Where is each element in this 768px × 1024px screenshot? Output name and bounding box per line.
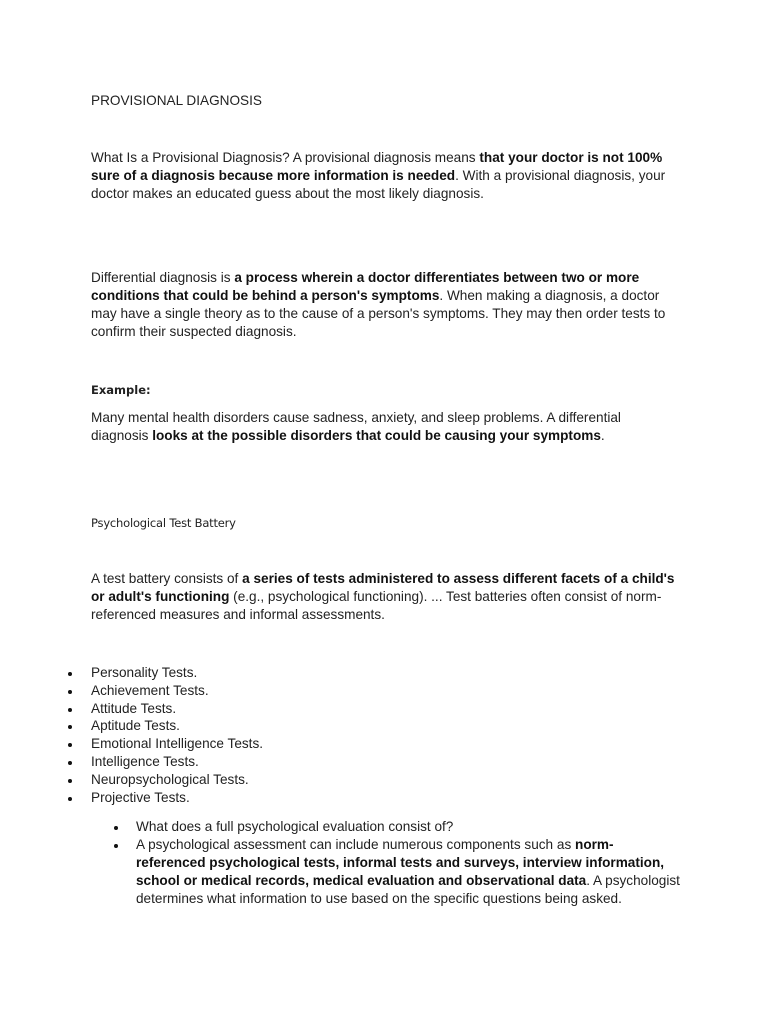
provisional-text-end: . With a provisional diagnosis, your doctor makes an educated guess about the most likely diagnosis.: [91, 168, 666, 201]
answer-text-bold: norm-referenced psychological tests, informal tests and surveys, interview information, school or medical records, medical evaluation and observational data: [136, 837, 665, 888]
list-item: Aptitude Tests.: [0, 717, 263, 735]
test-types-list: [0, 664, 263, 806]
battery-text-bold: a series of tests administered to assess different facets of a child's or adult's functioning: [91, 571, 675, 604]
answer-text-end: . A psychologist determines what information to use based on the specific questions being asked.: [136, 873, 680, 906]
provisional-diagnosis-paragraph: [91, 149, 681, 203]
list-item: Emotional Intelligence Tests.: [0, 735, 263, 753]
differential-text-start: Differential diagnosis is: [91, 270, 235, 285]
test-battery-paragraph: [91, 570, 681, 624]
example-text-bold: looks at the possible disorders that could be causing your symptoms: [152, 428, 601, 443]
answer-text-start: A psychological assessment can include numerous components such as: [136, 837, 576, 852]
evaluation-answer: [0, 836, 680, 908]
example-text-start: Many mental health disorders cause sadness, anxiety, and sleep problems. A differential diagnosis: [91, 410, 621, 443]
example-heading: Example:: [91, 383, 151, 397]
list-item: Projective Tests.: [0, 789, 263, 807]
evaluation-list: [0, 818, 680, 908]
example-paragraph: [91, 409, 651, 445]
document-title: PROVISIONAL DIAGNOSIS: [91, 93, 262, 108]
differential-text-bold: a process wherein a doctor differentiates between two or more conditions that could be behind a person's symptoms: [91, 270, 640, 303]
list-item: Intelligence Tests.: [0, 753, 263, 771]
example-text-end: .: [600, 428, 605, 443]
test-battery-heading: Psychological Test Battery: [91, 516, 236, 530]
list-item: Attitude Tests.: [0, 700, 263, 718]
evaluation-question: What does a full psychological evaluation consist of?: [0, 818, 680, 836]
provisional-text-bold: that your doctor is not 100% sure of a diagnosis because more information is needed: [91, 150, 663, 183]
list-item: Personality Tests.: [0, 664, 263, 682]
list-item: Achievement Tests.: [0, 682, 263, 700]
battery-text-end: (e.g., psychological functioning). ... Test batteries often consist of norm-referenced measures and informal assessments.: [91, 589, 662, 622]
differential-text-end: . When making a diagnosis, a doctor may have a single theory as to the cause of a person's symptoms. They may then order tests to confirm their suspected diagnosis.: [91, 288, 666, 339]
battery-text-start: A test battery consists of: [91, 571, 243, 586]
provisional-text-start: What Is a Provisional Diagnosis? A provisional diagnosis means: [91, 150, 480, 165]
differential-diagnosis-paragraph: [91, 269, 681, 341]
list-item: Neuropsychological Tests.: [0, 771, 263, 789]
